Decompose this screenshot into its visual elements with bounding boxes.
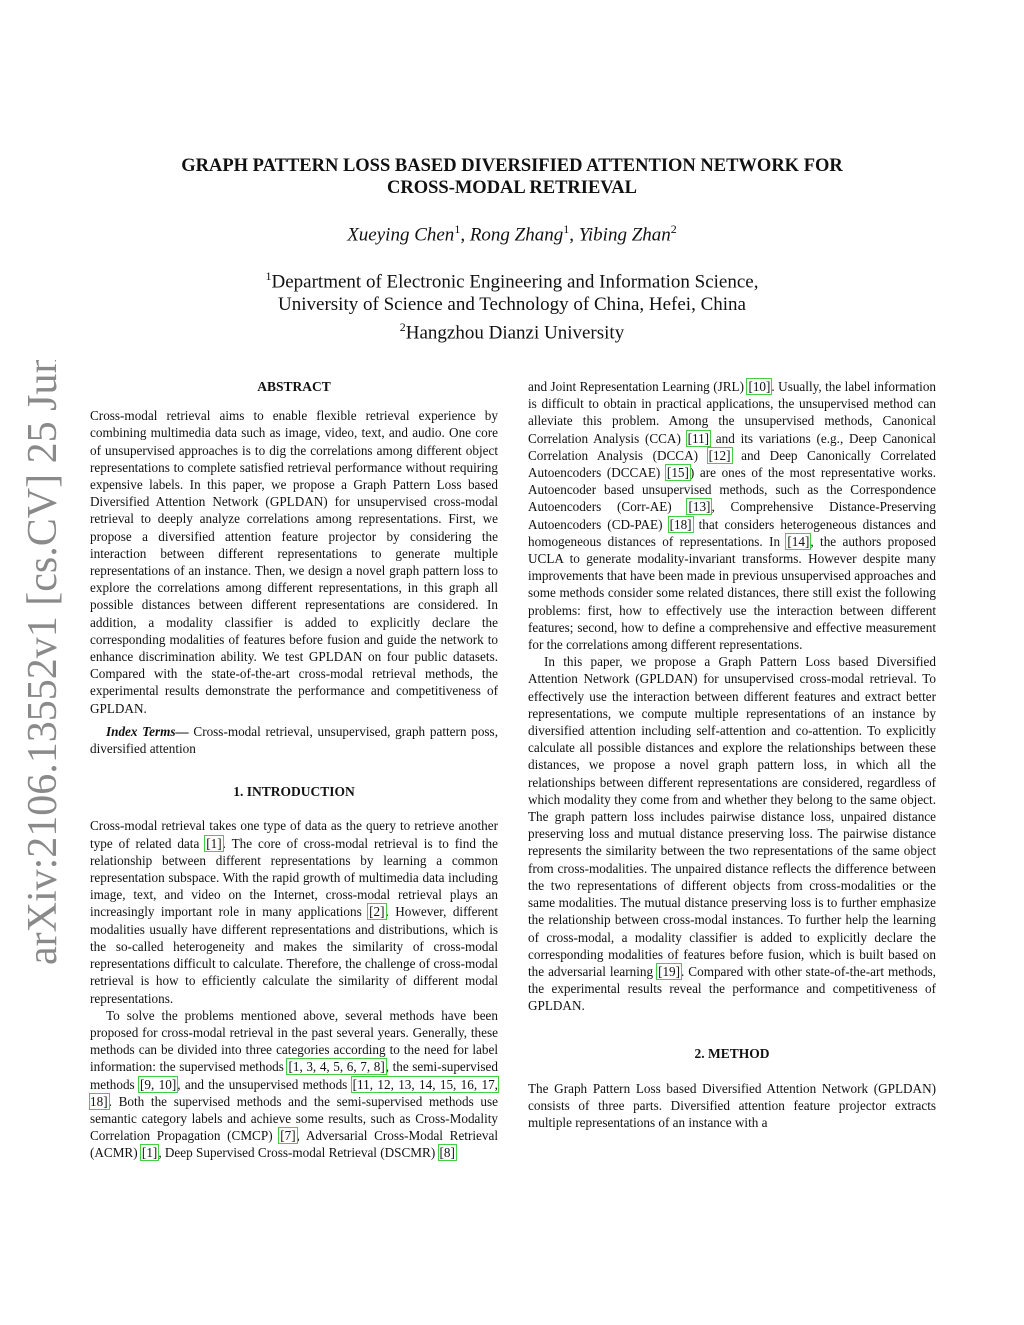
paper-title <box>120 155 904 199</box>
right-paragraph-2: In this paper, we propose a Graph Pattern Loss based Diversified Attention Network (GPLDAN) for unsupervised cross-modal retrieval. To effectively use the interaction between different features and extract better representations, we compute multiple representations of an instance by diversified attention including self-attention and co-attention. To explicitly calculate all possible distances and explore the relationships between these distances, we propose a novel graph pattern loss, in which all the relationships between different representations are considered, regardless of which modality they come from and whether they belong to the same object. The graph pattern loss includes pairwise distance loss, unpaired distance preserving loss and mutual distance preserving loss. The pairwise distance represents the similarity between the two representations of the same object from cross-modalities. The unpaired distance reflects the difference between the two representations of different objects from cross-modalities or the same modalities. The mutual distance preserving loss is to further emphasize the relationship between cross-modal instances. To further help the learning of cross-modal, a modality classifier is added to explicitly declare the corresponding modalities of features before fusion, which is built based on the adversarial learning [19]. Compared with other state-of-the-art methods, the experimental results reveal the performance and competitiveness of GPLDAN. <box>528 654 936 1014</box>
method-paragraph: The Graph Pattern Loss based Diversified Attention Network (GPLDAN) consists of three parts. Diversified attention feature projector extracts multiple representations of an instance with a <box>528 1080 936 1131</box>
author-name: Xueying Chen <box>347 224 455 246</box>
citation-link[interactable]: [11] <box>687 430 710 446</box>
citation-link[interactable]: [7] <box>280 1128 296 1144</box>
introduction-heading: 1. INTRODUCTION <box>233 784 355 800</box>
author-name: Rong Zhang <box>469 224 564 246</box>
citation-link[interactable]: [10] <box>748 379 771 394</box>
author-affiliation-mark: 1 <box>563 222 570 236</box>
affiliation-2: $^2$Hangzhou Dianzi University <box>399 320 625 344</box>
right-paragraph-1: and Joint Representation Learning (JRL) [10]. Usually, the label information is difficult to obtain in practical applications, the unsupervised method can alleviate this problem. Among the unsupervised methods, Canonical Correlation Analysis (CCA) [11] and its variations (e.g., Deep Canonical Correlation Analysis (DCCA) [12] and Deep Canonically Correlated Autoencoders (DCCAE) [15]) are ones of the most representative works. Autoencoder based unsupervised methods, such as the Correspondence Autoencoders (Corr-AE) [13], Comprehensive Distance-Preserving Autoencoders (CD-PAE) [18] that considers heterogeneous distances and homogeneous distances of representations. In [14], the authors proposed UCLA to generate modality-invariant transforms. However despite many improvements that have been made in previous unsupervised approaches and some methods consider some related distances, there still exist the following problems: first, how to effectively use the interaction between different features; second, how to define a comprehensive and effective measurement for the correlations among different representations. <box>528 379 937 653</box>
citation-link[interactable]: [18] <box>669 516 692 532</box>
citation-link[interactable]: [8] <box>439 1145 455 1161</box>
citation-link[interactable]: [1] <box>206 835 222 851</box>
arxiv-id-text: arXiv:2106.13552v1 [cs.CV] 25 Jun 2021 <box>20 360 66 965</box>
arxiv-identifier <box>4 360 84 970</box>
intro-paragraph-1: Cross-modal retrieval takes one type of data as the query to retrieve another type of related data [1]. The core of cross-modal retrieval is to find the relationship between different representations by learning a common representation subspace. With the rapid growth of multimedia data including image, text, and video on the Internet, cross-modal retrieval plays an increasingly important role in many applications [2]. However, different modalities usually have different representations and distributions, which is the so-called heterogeneity and makes the similarity of cross-modal representations difficult to calculate. Therefore, the challenge of cross-modal retrieval is how to efficiently calculate the similarity of different modal representations. <box>90 818 498 1006</box>
author-list: Xueying Chen$^1$, Rong Zhang$^1$, Yibing Zhan$^2$ <box>347 222 677 246</box>
citation-link[interactable]: [1, 3, 4, 5, 6, 7, 8] <box>288 1059 385 1075</box>
abstract-heading: ABSTRACT <box>257 379 331 394</box>
abstract-text: Cross-modal retrieval aims to enable flexible retrieval experience by combining multimedia data such as image, video, text, and audio. One core of unsupervised approaches is to dig the correlations among different object representations to complete satisfied retrieval performance without requiring expensive labels. In this paper, we propose a Graph Pattern Loss based Diversified Attention Network (GPLDAN) for unsupervised cross-modal retrieval to deeply analyze correlations among representations. First, we propose a diversified attention feature projector by considering the interaction between different representations to generate multiple representations of an instance. Then, we design a novel graph pattern loss to explore the correlations among different representations, in this graph all possible distances between different representations are considered. In addition, a modality classifier is added to explicitly declare the corresponding modalities of features before fusion and guide the network to enhance discrimination ability. We test GPLDAN on four public datasets. Compared with the state-of-the-art cross-modal retrieval methods, the experimental results demonstrate the performance and competitiveness of GPLDAN. <box>90 408 498 716</box>
affiliation-1: $^1$Department of Electronic Engineering and Information Science, <box>265 269 759 293</box>
citation-link[interactable]: [2] <box>369 904 385 920</box>
author-name: Yibing Zhan <box>578 224 671 246</box>
citation-link[interactable]: [1] <box>141 1145 158 1161</box>
citation-link[interactable]: [19] <box>658 963 681 979</box>
affiliation-1-line-2: University of Science and Technology of China, Hefei, China <box>278 294 746 316</box>
index-terms-label: Index Terms— <box>106 723 189 739</box>
citation-link[interactable]: [12] <box>708 447 731 463</box>
title-line-1: GRAPH PATTERN LOSS BASED DIVERSIFIED ATTENTION NETWORK FOR <box>181 156 843 176</box>
citation-link[interactable]: [11, 12, 13, 14, 15, 16, 17, 18] <box>90 1076 498 1109</box>
index-terms: Index Terms— Cross-modal retrieval, unsupervised, graph pattern poss, diversified attention <box>90 723 498 757</box>
citation-link[interactable]: [15] <box>666 465 689 481</box>
author-affiliation-mark: 1 <box>454 222 461 236</box>
affiliations <box>120 265 904 345</box>
title-line-2: CROSS-MODAL RETRIEVAL <box>387 178 637 198</box>
author-affiliation-mark: 2 <box>670 222 677 236</box>
right-column <box>528 378 936 1131</box>
method-heading: 2. METHOD <box>694 1045 770 1061</box>
citation-link[interactable]: [13] <box>688 499 711 515</box>
citation-link[interactable]: [9, 10] <box>140 1076 177 1092</box>
citation-link[interactable]: [14] <box>787 533 810 549</box>
intro-paragraph-2: To solve the problems mentioned above, several methods have been proposed for cross-modal retrieval in the past several years. Generally, these methods can be divided into three categories according to the need for label information: the supervised methods [1, 3, 4, 5, 6, 7, 8], the semi-supervised methods [9, 10], and the unsupervised methods [11, 12, 13, 14, 15, 16, 17, 18]. Both the supervised methods and the semi-supervised methods use semantic category labels and achieve some results, such as Cross-Modality Correlation Propagation (CMCP) [7], Adversarial Cross-Modal Retrieval (ACMR) [1], Deep Supervised Cross-modal Retrieval (DSCMR) [8] <box>90 1007 498 1161</box>
left-column <box>90 378 498 1162</box>
